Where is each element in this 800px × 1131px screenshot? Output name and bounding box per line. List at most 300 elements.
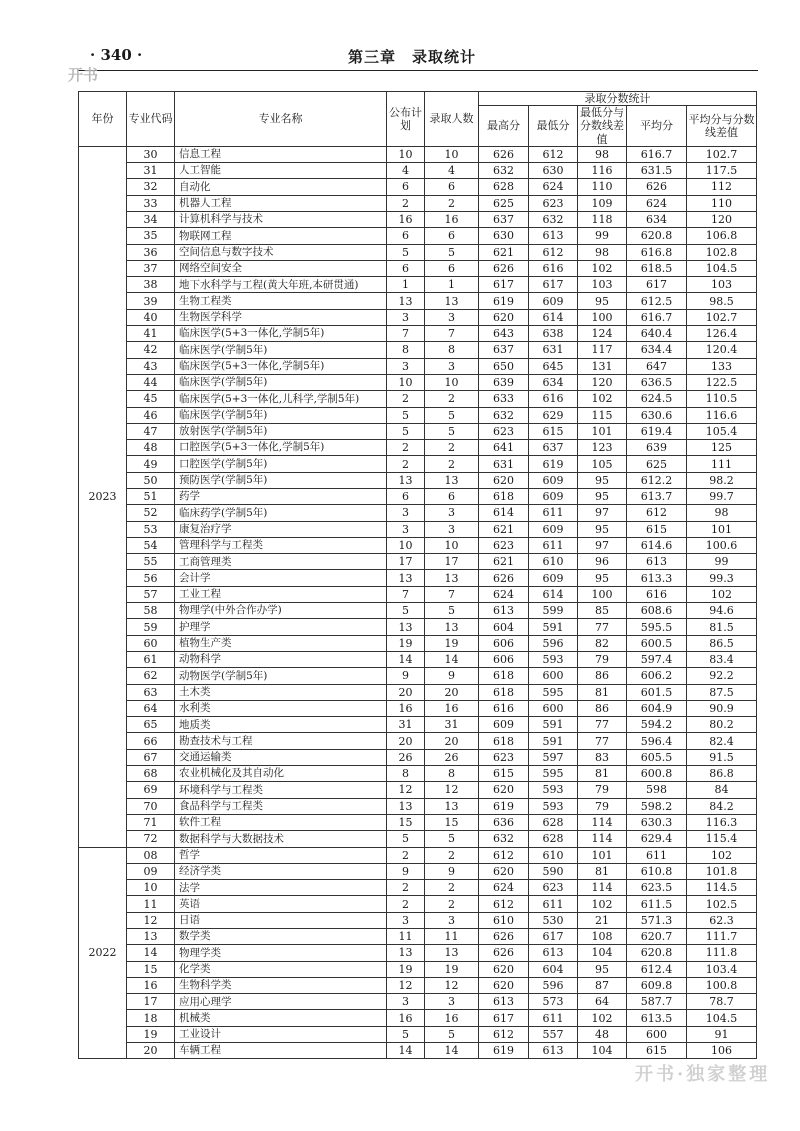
major-name-cell: 机械类: [175, 1010, 387, 1026]
avg-score-cell: 634: [627, 211, 687, 227]
major-name-cell: 生物科学类: [175, 977, 387, 993]
min-diff-cell: 77: [578, 619, 627, 635]
avg-score-cell: 600.8: [627, 766, 687, 782]
min-score-cell: 610: [529, 847, 578, 863]
avg-score-cell: 624: [627, 195, 687, 211]
avg-score-cell: 620.7: [627, 929, 687, 945]
major-name-cell: 临床药学(学制5年): [175, 505, 387, 521]
avg-score-cell: 618.5: [627, 260, 687, 276]
table-row: [79, 228, 757, 244]
plan-cell: 6: [387, 260, 425, 276]
plan-cell: 5: [387, 423, 425, 439]
table-row: [79, 684, 757, 700]
col-plan: 公布计划: [387, 92, 425, 147]
major-name-cell: 会计学: [175, 570, 387, 586]
admit-cell: 19: [425, 961, 479, 977]
avg-diff-cell: 110: [687, 195, 757, 211]
avg-score-cell: 615: [627, 521, 687, 537]
max-score-cell: 626: [479, 146, 529, 162]
code-cell: 47: [127, 423, 175, 439]
avg-score-cell: 625: [627, 456, 687, 472]
code-cell: 46: [127, 407, 175, 423]
table-row: [79, 1010, 757, 1026]
avg-diff-cell: 98.2: [687, 472, 757, 488]
major-name-cell: 生物医学科学: [175, 309, 387, 325]
min-diff-cell: 100: [578, 586, 627, 602]
min-diff-cell: 98: [578, 146, 627, 162]
major-name-cell: 口腔医学(学制5年): [175, 456, 387, 472]
admit-cell: 13: [425, 945, 479, 961]
min-diff-cell: 120: [578, 374, 627, 390]
avg-diff-cell: 62.3: [687, 912, 757, 928]
min-diff-cell: 95: [578, 570, 627, 586]
plan-cell: 5: [387, 244, 425, 260]
min-score-cell: 613: [529, 945, 578, 961]
code-cell: 60: [127, 635, 175, 651]
max-score-cell: 609: [479, 717, 529, 733]
min-diff-cell: 95: [578, 488, 627, 504]
avg-score-cell: 616.7: [627, 146, 687, 162]
admit-cell: 14: [425, 651, 479, 667]
admit-cell: 2: [425, 440, 479, 456]
table-row: [79, 586, 757, 602]
code-cell: 12: [127, 912, 175, 928]
table-row: [79, 1043, 757, 1059]
avg-diff-cell: 102.5: [687, 896, 757, 912]
min-diff-cell: 79: [578, 651, 627, 667]
min-diff-cell: 114: [578, 880, 627, 896]
table-row: [79, 700, 757, 716]
min-diff-cell: 102: [578, 391, 627, 407]
min-diff-cell: 64: [578, 994, 627, 1010]
major-name-cell: 自动化: [175, 179, 387, 195]
admit-cell: 5: [425, 1026, 479, 1042]
major-name-cell: 临床医学(5+3一体化,学制5年): [175, 326, 387, 342]
year-cell: 2023: [79, 146, 127, 847]
avg-score-cell: 612.4: [627, 961, 687, 977]
code-cell: 08: [127, 847, 175, 863]
admit-cell: 3: [425, 994, 479, 1010]
avg-score-cell: 616.7: [627, 309, 687, 325]
major-name-cell: 临床医学(5+3一体化,学制5年): [175, 358, 387, 374]
max-score-cell: 626: [479, 260, 529, 276]
plan-cell: 16: [387, 1010, 425, 1026]
avg-diff-cell: 116.3: [687, 814, 757, 830]
plan-cell: 10: [387, 374, 425, 390]
major-name-cell: 临床医学(5+3一体化,儿科学,学制5年): [175, 391, 387, 407]
table-row: [79, 570, 757, 586]
major-name-cell: 信息工程: [175, 146, 387, 162]
min-score-cell: 629: [529, 407, 578, 423]
min-score-cell: 614: [529, 586, 578, 602]
admit-cell: 3: [425, 505, 479, 521]
max-score-cell: 623: [479, 423, 529, 439]
code-cell: 20: [127, 1043, 175, 1059]
admit-cell: 4: [425, 163, 479, 179]
avg-score-cell: 617: [627, 277, 687, 293]
plan-cell: 12: [387, 977, 425, 993]
page-number: · 340 ·: [90, 46, 143, 64]
code-cell: 43: [127, 358, 175, 374]
table-row: [79, 603, 757, 619]
code-cell: 17: [127, 994, 175, 1010]
avg-diff-cell: 83.4: [687, 651, 757, 667]
table-row: [79, 717, 757, 733]
plan-cell: 4: [387, 163, 425, 179]
max-score-cell: 612: [479, 1026, 529, 1042]
avg-diff-cell: 94.6: [687, 603, 757, 619]
plan-cell: 5: [387, 1026, 425, 1042]
plan-cell: 14: [387, 1043, 425, 1059]
col-min-diff: 最低分与分数线差值: [578, 106, 627, 147]
plan-cell: 5: [387, 603, 425, 619]
avg-diff-cell: 84.2: [687, 798, 757, 814]
table-row: [79, 1026, 757, 1042]
max-score-cell: 650: [479, 358, 529, 374]
avg-diff-cell: 106: [687, 1043, 757, 1059]
major-name-cell: 人工智能: [175, 163, 387, 179]
table-row: [79, 733, 757, 749]
min-diff-cell: 81: [578, 684, 627, 700]
col-score-group: 录取分数统计: [479, 92, 757, 106]
max-score-cell: 632: [479, 407, 529, 423]
min-score-cell: 611: [529, 896, 578, 912]
plan-cell: 13: [387, 798, 425, 814]
max-score-cell: 619: [479, 798, 529, 814]
major-name-cell: 水利类: [175, 700, 387, 716]
major-name-cell: 机器人工程: [175, 195, 387, 211]
avg-score-cell: 598.2: [627, 798, 687, 814]
avg-diff-cell: 120.4: [687, 342, 757, 358]
max-score-cell: 620: [479, 782, 529, 798]
min-diff-cell: 87: [578, 977, 627, 993]
min-score-cell: 597: [529, 749, 578, 765]
table-row: [79, 619, 757, 635]
min-score-cell: 609: [529, 488, 578, 504]
plan-cell: 9: [387, 863, 425, 879]
admit-cell: 13: [425, 798, 479, 814]
code-cell: 38: [127, 277, 175, 293]
min-diff-cell: 79: [578, 782, 627, 798]
plan-cell: 19: [387, 635, 425, 651]
admit-cell: 9: [425, 863, 479, 879]
avg-score-cell: 647: [627, 358, 687, 374]
avg-score-cell: 605.5: [627, 749, 687, 765]
min-score-cell: 634: [529, 374, 578, 390]
admit-cell: 17: [425, 554, 479, 570]
plan-cell: 10: [387, 537, 425, 553]
table-row: [79, 945, 757, 961]
min-score-cell: 611: [529, 537, 578, 553]
table-row: [79, 537, 757, 553]
avg-diff-cell: 98.5: [687, 293, 757, 309]
plan-cell: 8: [387, 342, 425, 358]
avg-diff-cell: 104.5: [687, 1010, 757, 1026]
min-score-cell: 609: [529, 521, 578, 537]
min-diff-cell: 48: [578, 1026, 627, 1042]
avg-diff-cell: 126.4: [687, 326, 757, 342]
table-row: [79, 896, 757, 912]
avg-diff-cell: 92.2: [687, 668, 757, 684]
plan-cell: 2: [387, 847, 425, 863]
table-row: [79, 423, 757, 439]
admit-cell: 14: [425, 1043, 479, 1059]
code-cell: 50: [127, 472, 175, 488]
avg-score-cell: 611: [627, 847, 687, 863]
max-score-cell: 631: [479, 456, 529, 472]
avg-diff-cell: 111: [687, 456, 757, 472]
plan-cell: 13: [387, 945, 425, 961]
code-cell: 56: [127, 570, 175, 586]
avg-score-cell: 597.4: [627, 651, 687, 667]
code-cell: 51: [127, 488, 175, 504]
plan-cell: 3: [387, 358, 425, 374]
avg-diff-cell: 105.4: [687, 423, 757, 439]
max-score-cell: 610: [479, 912, 529, 928]
min-score-cell: 595: [529, 766, 578, 782]
min-diff-cell: 124: [578, 326, 627, 342]
admit-cell: 2: [425, 896, 479, 912]
max-score-cell: 612: [479, 896, 529, 912]
code-cell: 67: [127, 749, 175, 765]
code-cell: 71: [127, 814, 175, 830]
code-cell: 61: [127, 651, 175, 667]
max-score-cell: 641: [479, 440, 529, 456]
code-cell: 65: [127, 717, 175, 733]
code-cell: 40: [127, 309, 175, 325]
admit-cell: 13: [425, 570, 479, 586]
major-name-cell: 临床医学(学制5年): [175, 342, 387, 358]
table-row: [79, 635, 757, 651]
code-cell: 41: [127, 326, 175, 342]
max-score-cell: 643: [479, 326, 529, 342]
avg-score-cell: 600.5: [627, 635, 687, 651]
code-cell: 62: [127, 668, 175, 684]
min-score-cell: 591: [529, 717, 578, 733]
plan-cell: 12: [387, 782, 425, 798]
min-diff-cell: 81: [578, 766, 627, 782]
code-cell: 11: [127, 896, 175, 912]
col-admit: 录取人数: [425, 92, 479, 147]
min-diff-cell: 98: [578, 244, 627, 260]
major-name-cell: 植物生产类: [175, 635, 387, 651]
table-row: [79, 179, 757, 195]
avg-score-cell: 606.2: [627, 668, 687, 684]
code-cell: 19: [127, 1026, 175, 1042]
min-score-cell: 593: [529, 651, 578, 667]
admit-cell: 2: [425, 456, 479, 472]
avg-score-cell: 626: [627, 179, 687, 195]
chapter-title: 第三章 录取统计: [348, 48, 477, 66]
min-diff-cell: 102: [578, 260, 627, 276]
min-score-cell: 595: [529, 684, 578, 700]
year-cell: 2022: [79, 847, 127, 1059]
admit-cell: 10: [425, 146, 479, 162]
min-score-cell: 609: [529, 293, 578, 309]
avg-score-cell: 620.8: [627, 945, 687, 961]
major-name-cell: 动物医学(学制5年): [175, 668, 387, 684]
avg-diff-cell: 125: [687, 440, 757, 456]
min-score-cell: 617: [529, 929, 578, 945]
avg-diff-cell: 115.4: [687, 831, 757, 847]
header-rule: [78, 70, 758, 71]
plan-cell: 2: [387, 880, 425, 896]
table-row: [79, 440, 757, 456]
table-row: [79, 880, 757, 896]
table-row: [79, 749, 757, 765]
admit-cell: 12: [425, 782, 479, 798]
admit-cell: 6: [425, 179, 479, 195]
avg-diff-cell: 101.8: [687, 863, 757, 879]
max-score-cell: 637: [479, 342, 529, 358]
avg-diff-cell: 111.7: [687, 929, 757, 945]
major-name-cell: 物理学(中外合作办学): [175, 603, 387, 619]
table-row: [79, 374, 757, 390]
admit-cell: 16: [425, 1010, 479, 1026]
admit-cell: 13: [425, 293, 479, 309]
min-diff-cell: 101: [578, 847, 627, 863]
avg-score-cell: 631.5: [627, 163, 687, 179]
max-score-cell: 619: [479, 293, 529, 309]
admit-cell: 12: [425, 977, 479, 993]
avg-diff-cell: 98: [687, 505, 757, 521]
table-row: [79, 326, 757, 342]
min-score-cell: 612: [529, 244, 578, 260]
min-diff-cell: 97: [578, 505, 627, 521]
plan-cell: 2: [387, 896, 425, 912]
footer-watermark: 开书·独家整理: [635, 1064, 771, 1085]
admit-cell: 3: [425, 309, 479, 325]
avg-diff-cell: 117.5: [687, 163, 757, 179]
min-score-cell: 623: [529, 880, 578, 896]
min-score-cell: 623: [529, 195, 578, 211]
admission-score-table: [78, 91, 757, 1059]
min-diff-cell: 95: [578, 521, 627, 537]
admit-cell: 2: [425, 880, 479, 896]
major-name-cell: 动物科学: [175, 651, 387, 667]
major-name-cell: 地质类: [175, 717, 387, 733]
code-cell: 64: [127, 700, 175, 716]
table-row: [79, 847, 757, 863]
plan-cell: 6: [387, 228, 425, 244]
table-row: [79, 163, 757, 179]
avg-diff-cell: 122.5: [687, 374, 757, 390]
avg-diff-cell: 91: [687, 1026, 757, 1042]
min-score-cell: 614: [529, 309, 578, 325]
min-diff-cell: 114: [578, 831, 627, 847]
max-score-cell: 604: [479, 619, 529, 635]
avg-score-cell: 613: [627, 554, 687, 570]
plan-cell: 2: [387, 456, 425, 472]
code-cell: 52: [127, 505, 175, 521]
table-row: [79, 929, 757, 945]
code-cell: 53: [127, 521, 175, 537]
admit-cell: 10: [425, 537, 479, 553]
major-name-cell: 生物工程类: [175, 293, 387, 309]
major-name-cell: 应用心理学: [175, 994, 387, 1010]
min-score-cell: 604: [529, 961, 578, 977]
min-diff-cell: 109: [578, 195, 627, 211]
admit-cell: 16: [425, 211, 479, 227]
table-row: [79, 554, 757, 570]
major-name-cell: 口腔医学(5+3一体化,学制5年): [175, 440, 387, 456]
min-score-cell: 616: [529, 391, 578, 407]
admit-cell: 6: [425, 260, 479, 276]
table-row: [79, 798, 757, 814]
avg-diff-cell: 99.7: [687, 488, 757, 504]
col-avg: 平均分: [627, 106, 687, 147]
avg-diff-cell: 100.8: [687, 977, 757, 993]
max-score-cell: 620: [479, 977, 529, 993]
avg-diff-cell: 86.8: [687, 766, 757, 782]
plan-cell: 2: [387, 391, 425, 407]
min-score-cell: 617: [529, 277, 578, 293]
min-diff-cell: 86: [578, 700, 627, 716]
table-row: [79, 651, 757, 667]
major-name-cell: 工商管理类: [175, 554, 387, 570]
min-diff-cell: 96: [578, 554, 627, 570]
code-cell: 57: [127, 586, 175, 602]
min-score-cell: 600: [529, 668, 578, 684]
table-row: [79, 814, 757, 830]
code-cell: 55: [127, 554, 175, 570]
major-name-cell: 化学类: [175, 961, 387, 977]
table-row: [79, 472, 757, 488]
col-name: 专业名称: [175, 92, 387, 147]
code-cell: 54: [127, 537, 175, 553]
avg-diff-cell: 102.8: [687, 244, 757, 260]
plan-cell: 17: [387, 554, 425, 570]
max-score-cell: 619: [479, 1043, 529, 1059]
page-header: [78, 46, 758, 70]
min-diff-cell: 83: [578, 749, 627, 765]
col-code: 专业代码: [127, 92, 175, 147]
avg-diff-cell: 99.3: [687, 570, 757, 586]
avg-score-cell: 612.2: [627, 472, 687, 488]
code-cell: 30: [127, 146, 175, 162]
min-diff-cell: 79: [578, 798, 627, 814]
table-row: [79, 912, 757, 928]
plan-cell: 16: [387, 211, 425, 227]
min-score-cell: 628: [529, 831, 578, 847]
admit-cell: 5: [425, 831, 479, 847]
table-row: [79, 293, 757, 309]
admit-cell: 5: [425, 603, 479, 619]
major-name-cell: 数据科学与大数据技术: [175, 831, 387, 847]
min-score-cell: 638: [529, 326, 578, 342]
min-diff-cell: 123: [578, 440, 627, 456]
avg-score-cell: 571.3: [627, 912, 687, 928]
min-diff-cell: 85: [578, 603, 627, 619]
min-diff-cell: 95: [578, 472, 627, 488]
avg-diff-cell: 99: [687, 554, 757, 570]
col-min: 最低分: [529, 106, 578, 147]
table-row: [79, 766, 757, 782]
min-diff-cell: 99: [578, 228, 627, 244]
major-name-cell: 经济学类: [175, 863, 387, 879]
avg-score-cell: 608.6: [627, 603, 687, 619]
min-diff-cell: 86: [578, 668, 627, 684]
max-score-cell: 621: [479, 554, 529, 570]
avg-score-cell: 629.4: [627, 831, 687, 847]
code-cell: 49: [127, 456, 175, 472]
plan-cell: 13: [387, 570, 425, 586]
table-row: [79, 211, 757, 227]
avg-score-cell: 600: [627, 1026, 687, 1042]
table-row: [79, 863, 757, 879]
avg-score-cell: 636.5: [627, 374, 687, 390]
avg-diff-cell: 100.6: [687, 537, 757, 553]
